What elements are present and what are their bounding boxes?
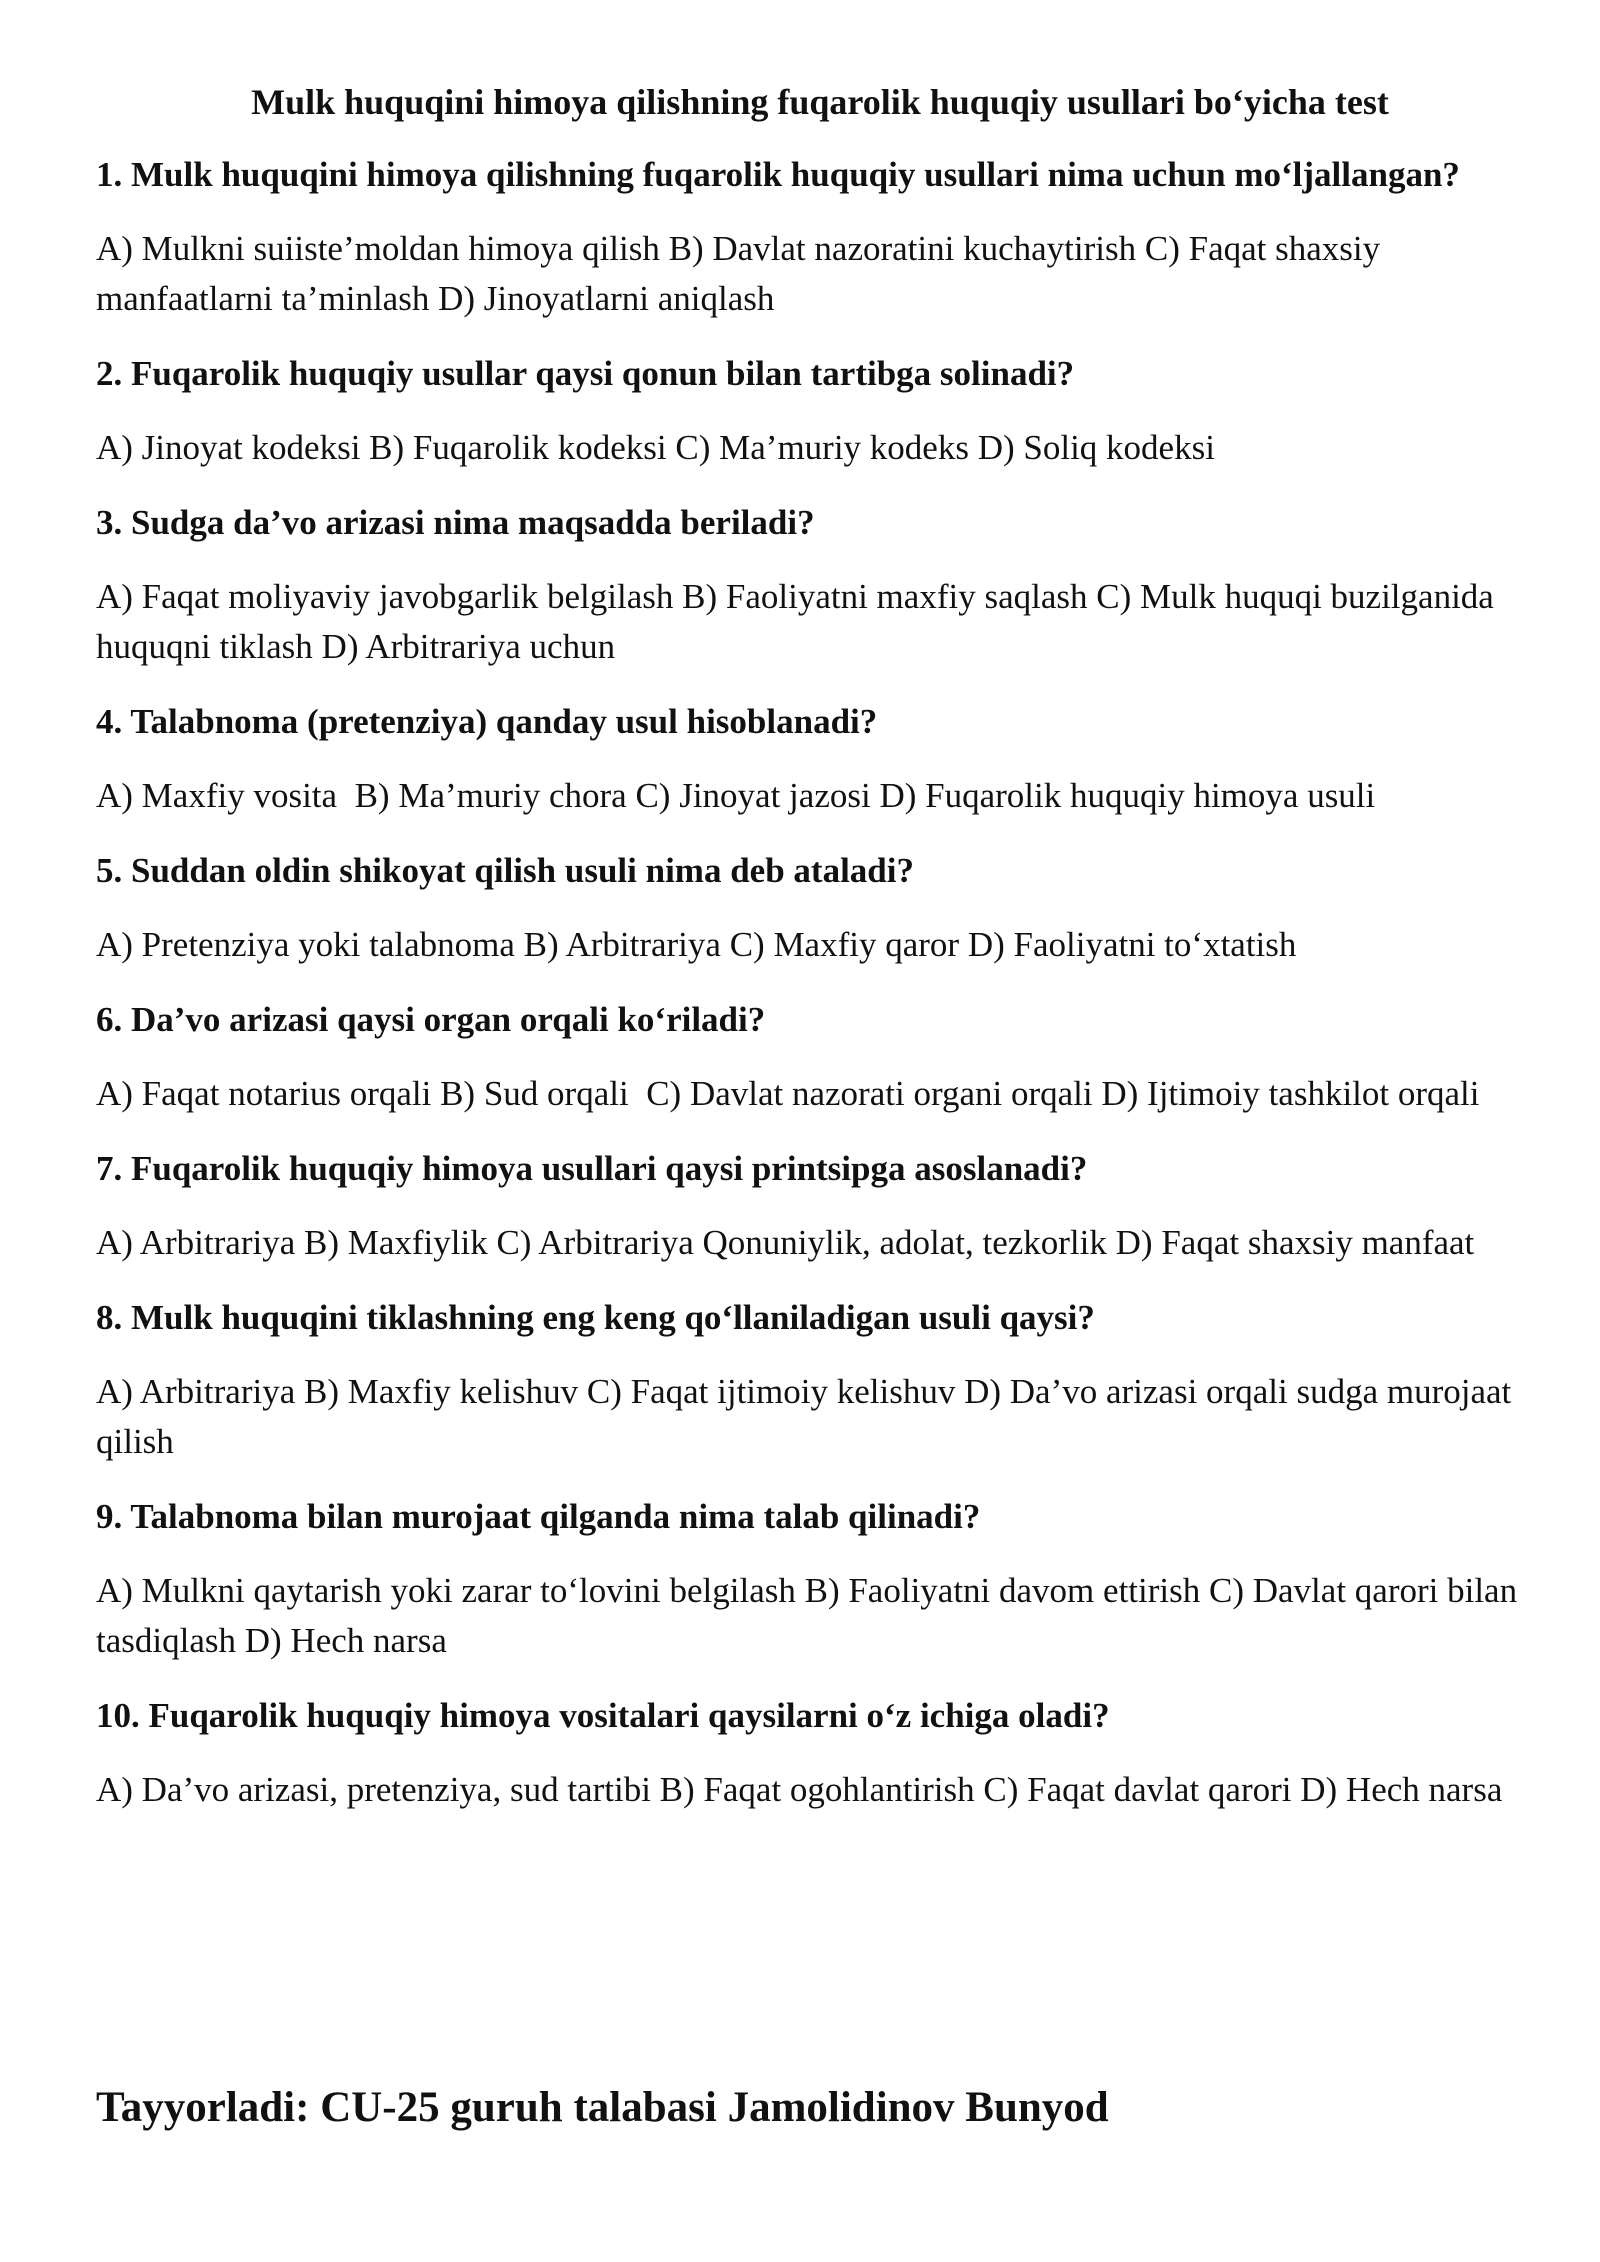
question-4: 4. Talabnoma (pretenziya) qanday usul hisoblanadi? bbox=[96, 702, 878, 741]
question-list bbox=[96, 150, 1546, 1840]
question-5: 5. Suddan oldin shikoyat qilish usuli nima deb ataladi? bbox=[96, 851, 914, 890]
answers-2: A) Jinoyat kodeksi B) Fuqarolik kodeksi C) Ma’muriy kodeks D) Soliq kodeksi bbox=[96, 428, 1215, 467]
answers-10: A) Da’vo arizasi, pretenziya, sud tartibi B) Faqat ogohlantirish C) Faqat davlat qarori D) Hech narsa bbox=[96, 1770, 1503, 1809]
answers-8: A) Arbitrariya B) Maxfiy kelishuv C) Faqat ijtimoiy kelishuv D) Da’vo arizasi orqali sudga murojaat qilish bbox=[96, 1372, 1520, 1461]
author-footer: Tayyorladi: CU-25 guruh talabasi Jamolidinov Bunyod bbox=[96, 2084, 1109, 2131]
question-9: 9. Talabnoma bilan murojaat qilganda nima talab qilinadi? bbox=[96, 1497, 981, 1536]
question-6: 6. Da’vo arizasi qaysi organ orqali ko‘riladi? bbox=[96, 1000, 766, 1039]
question-8: 8. Mulk huquqini tiklashning eng keng qo‘llaniladigan usuli qaysi? bbox=[96, 1298, 1095, 1337]
answers-4: A) Maxfiy vosita B) Ma’muriy chora C) Jinoyat jazosi D) Fuqarolik huquqiy himoya usuli bbox=[96, 776, 1376, 815]
answers-7: A) Arbitrariya B) Maxfiylik C) Arbitrariya Qonuniylik, adolat, tezkorlik D) Faqat shaxsiy manfaat bbox=[96, 1223, 1475, 1262]
answers-5: A) Pretenziya yoki talabnoma B) Arbitrariya C) Maxfiy qaror D) Faoliyatni to‘xtatish bbox=[96, 925, 1297, 964]
question-7: 7. Fuqarolik huquqiy himoya usullari qaysi printsipga asoslanadi? bbox=[96, 1149, 1088, 1188]
answers-6: A) Faqat notarius orqali B) Sud orqali C) Davlat nazorati organi orqali D) Ijtimoiy tashkilot orqali bbox=[96, 1074, 1480, 1113]
question-10: 10. Fuqarolik huquqiy himoya vositalari qaysilarni o‘z ichiga oladi? bbox=[96, 1696, 1110, 1735]
page-title: Mulk huquqini himoya qilishning fuqarolik huquqiy usullari bo‘yicha test bbox=[251, 82, 1389, 122]
question-3: 3. Sudga da’vo arizasi nima maqsadda beriladi? bbox=[96, 503, 815, 542]
answers-9: A) Mulkni qaytarish yoki zarar to‘lovini belgilash B) Faoliyatni davom ettirish C) Davlat qarori bilan tasdiqlash D) Hech narsa bbox=[96, 1571, 1526, 1660]
answers-1: A) Mulkni suiiste’moldan himoya qilish B) Davlat nazoratini kuchaytirish C) Faqat shaxsiy manfaatlarni ta’minlash D) Jinoyatlarni aniqlash bbox=[96, 229, 1389, 318]
question-1: 1. Mulk huquqini himoya qilishning fuqarolik huquqiy usullari nima uchun mo‘ljallangan? bbox=[96, 155, 1460, 194]
answers-3: A) Faqat moliyaviy javobgarlik belgilash B) Faoliyatni maxfiy saqlash C) Mulk huquqi buzilganida huquqni tiklash D) Arbitrariya uchun bbox=[96, 577, 1503, 666]
question-2: 2. Fuqarolik huquqiy usullar qaysi qonun bilan tartibga solinadi? bbox=[96, 354, 1075, 393]
